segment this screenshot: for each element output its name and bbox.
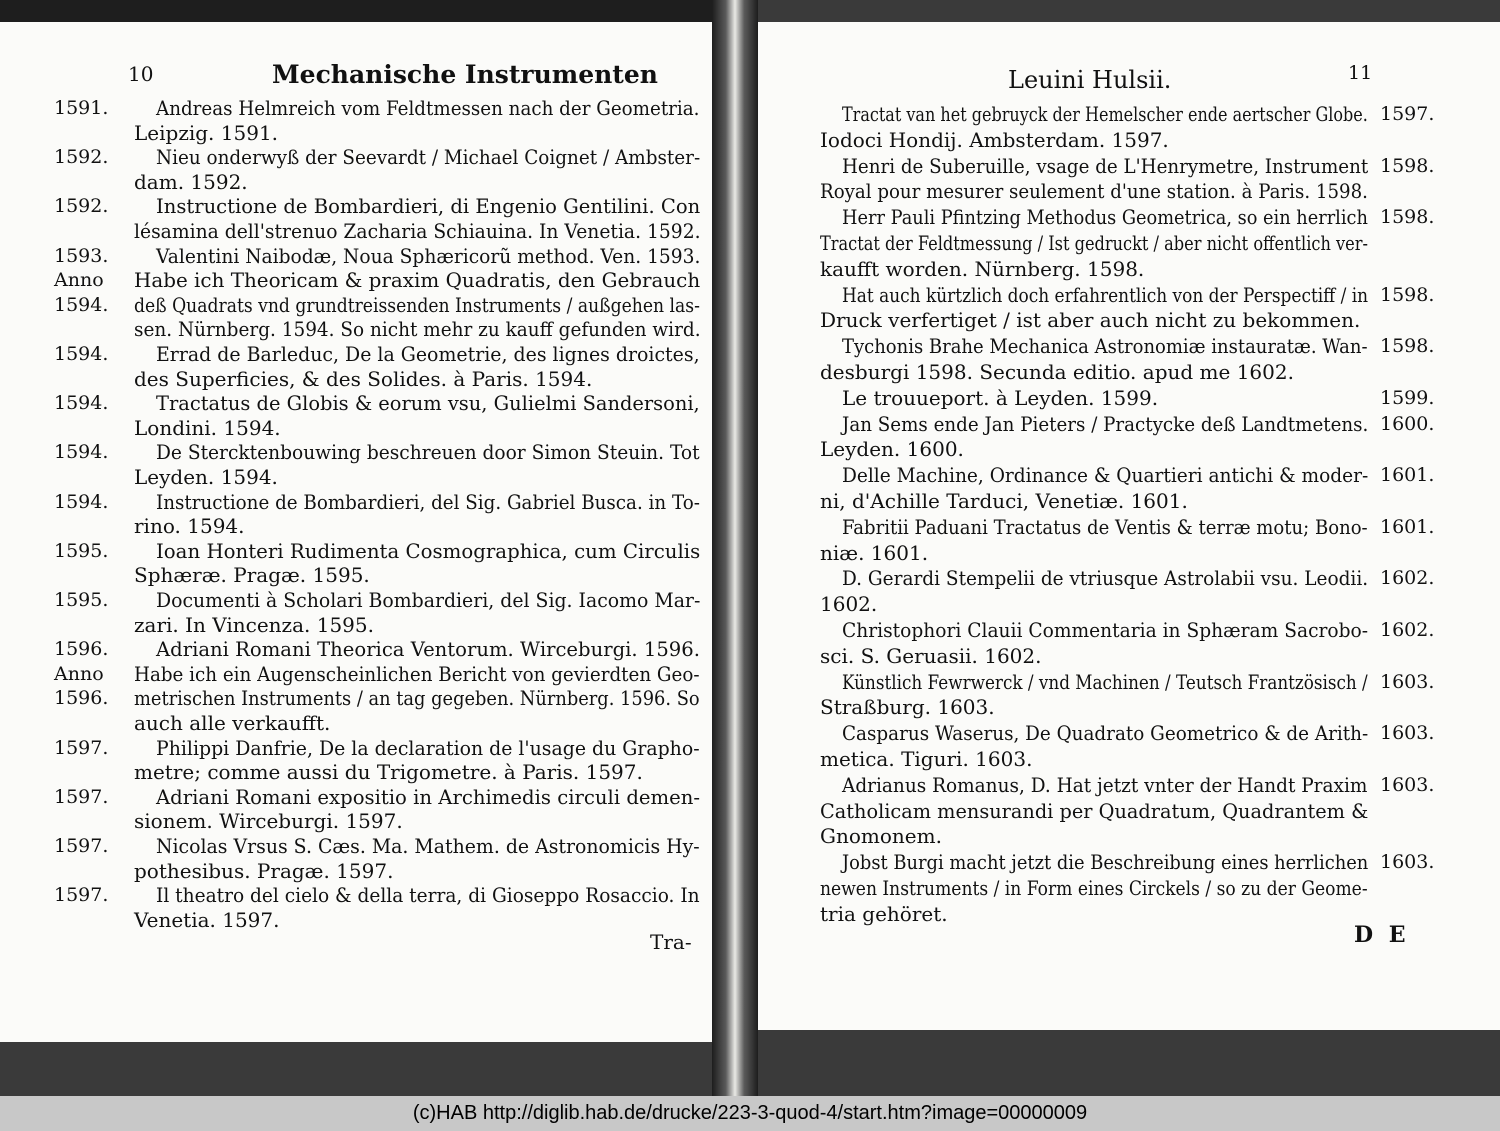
right-text-line: Druck verfertiget / ist aber auch nicht zu bekommen. [820, 308, 1361, 333]
right-text-line: newen Instruments / in Form eines Circkels / so zu der Geome- [820, 876, 1368, 900]
right-text-line: ni, d'Achille Tarduci, Venetiæ. 1601. [820, 489, 1188, 513]
right-text-line: Iodoci Hondij. Ambsterdam. 1597. [820, 127, 1169, 152]
right-text-line: niæ. 1601. [820, 540, 929, 565]
left-entry-line: Leipzig. 1591. [134, 120, 279, 145]
right-running-head: Leuini Hulsii. [1008, 66, 1172, 94]
left-page-number: 10 [128, 62, 154, 86]
top-shadow [0, 0, 712, 22]
right-page-number: 11 [1348, 62, 1373, 84]
right-text-line: kaufft worden. Nürnberg. 1598. [820, 256, 1145, 281]
left-entry-line: Andreas Helmreich vom Feldtmessen nach der Geometria. [156, 96, 700, 120]
right-entry-year: 1601. [1380, 464, 1435, 487]
left-entry-year: 1592. [54, 195, 109, 218]
right-text-line: Gnomonem. [820, 824, 942, 849]
left-entry-line: Nicolas Vrsus S. Cæs. Ma. Mathem. de Astronomicis Hy- [156, 834, 700, 858]
left-entry-line: Ioan Honteri Rudimenta Cosmographica, cum Circulis [156, 538, 701, 563]
left-entry-line: zari. In Vincenza. 1595. [134, 612, 374, 637]
signature-mark: D E [1354, 922, 1410, 948]
right-entry-year: 1601. [1380, 515, 1435, 538]
left-entry-year: 1597. [54, 835, 109, 857]
right-text-line: desburgi 1598. Secunda editio. apud me 1602. [820, 360, 1294, 384]
left-entry-line: sen. Nürnberg. 1594. So nicht mehr zu kauff gefunden wird. [134, 317, 701, 342]
right-entry-year: 1603. [1380, 851, 1435, 874]
left-entry-year: 1594. [54, 293, 109, 316]
right-entry-year: 1603. [1380, 722, 1435, 745]
right-entry-year: 1598. [1380, 154, 1435, 177]
left-entry-line: Habe ich ein Augenscheinlichen Bericht von gevierdten Geo- [134, 661, 700, 686]
left-entry-line: Il theatro del cielo & della terra, di Gioseppo Rosaccio. In [156, 883, 700, 908]
left-entry-year: 1597. [54, 884, 109, 907]
left-entry-line: pothesibus. Pragæ. 1597. [134, 858, 394, 883]
right-text-line: D. Gerardi Stempelii de vtriusque Astrolabii vsu. Leodii. [842, 566, 1369, 591]
left-entry-year: 1592. [54, 146, 109, 169]
left-running-head: Mechanische Instrumenten [272, 60, 658, 89]
right-text-line: Delle Machine, Ordinance & Quartieri antichi & moder- [842, 463, 1369, 488]
right-entry-year: 1602. [1380, 567, 1435, 590]
left-entry-year: 1595. [54, 589, 109, 611]
left-entry-year: 1596. [54, 687, 109, 710]
right-entry-year: 1602. [1380, 619, 1435, 641]
left-entry-line: Londini. 1594. [134, 415, 281, 440]
left-entry-line: Venetia. 1597. [134, 907, 280, 932]
left-entry-year: 1593. [54, 244, 109, 267]
left-entry-year: 1595. [54, 539, 109, 562]
left-entry-year: 1597. [54, 736, 109, 759]
left-entry-line: De Stercktenbouwing beschreuen door Simon Steuin. Tot [156, 440, 700, 465]
right-text-line: Casparus Waserus, De Quadrato Geometrico & de Arith- [842, 721, 1369, 746]
left-entry-line: Valentini Naibodæ, Noua Sphæricorũ method. Ven. 1593. [156, 243, 701, 268]
left-entry-year: 1591. [54, 97, 109, 119]
right-text-line: Henri de Suberuille, vsage de L'Henrymetre, Instrument [842, 153, 1369, 178]
right-text-line: Leyden. 1600. [820, 437, 964, 462]
left-entry-line: Leyden. 1594. [134, 465, 278, 489]
right-text-line: 1602. [820, 592, 878, 617]
left-page [0, 22, 712, 1042]
left-entry-line: deß Quadrats vnd grundtreissenden Instruments / außgehen las- [134, 292, 700, 317]
right-entry-year: 1598. [1380, 206, 1435, 229]
book-gutter [712, 0, 758, 1096]
left-entry-line: Instructione de Bombardieri, del Sig. Gabriel Busca. in To- [156, 489, 700, 514]
footer-credit: (c)HAB http://diglib.hab.de/drucke/223-3-quod-4/start.htm?image=00000009 [0, 1096, 1500, 1131]
right-text-line: Straßburg. 1603. [820, 695, 995, 720]
right-entry-year: 1597. [1380, 103, 1435, 125]
right-entry-year: 1600. [1380, 412, 1435, 435]
right-entry-year: 1598. [1380, 335, 1435, 358]
left-entry-line: metre; comme aussi du Trigometre. à Paris. 1597. [134, 760, 643, 785]
left-entry-line: des Superficies, & des Solides. à Paris. 1594. [134, 366, 593, 391]
left-entry-line: Nieu onderwyß der Seevardt / Michael Coignet / Ambster- [156, 145, 701, 170]
left-entry-line: auch alle verkaufft. [134, 711, 331, 735]
left-entry-line: Adriani Romani Theorica Ventorum. Wirceburgi. 1596. [156, 637, 700, 662]
right-text-line: Tychonis Brahe Mechanica Astronomiæ instauratæ. Wan- [842, 334, 1368, 359]
left-entry-line: Documenti à Scholari Bombardieri, del Sig. Iacomo Mar- [156, 588, 701, 612]
left-entry-line: lésamina dell'strenuo Zacharia Schiauina. In Venetia. 1592. [134, 219, 701, 243]
left-entry-year: 1594. [54, 441, 109, 464]
left-entry-year: 1594. [54, 490, 109, 513]
left-entry-line: Philippi Danfrie, De la declaration de l'usage du Grapho- [156, 735, 700, 760]
right-entry-year: 1599. [1380, 386, 1435, 409]
left-entry-year: 1594. [54, 392, 109, 415]
right-text-line: Herr Pauli Pfintzing Methodus Geometrica, so ein herrlich [842, 205, 1368, 230]
right-page [758, 22, 1500, 1030]
right-text-line: Jobst Burgi macht jetzt die Beschreibung eines herrlichen [842, 850, 1369, 875]
right-text-line: Christophori Clauii Commentaria in Sphæram Sacrobo- [842, 618, 1369, 642]
right-text-line: Hat auch kürtzlich doch erfahrentlich von der Perspectiff / in [842, 282, 1369, 307]
right-text-line: Jan Sems ende Jan Pieters / Practycke deß Landtmetens. [842, 411, 1369, 436]
left-entry-line: sionem. Wirceburgi. 1597. [134, 809, 403, 834]
left-entry-line: Instructione de Bombardieri, di Engenio Gentilini. Con [156, 194, 701, 219]
right-text-line: Catholicam mensurandi per Quadratum, Quadrantem & [820, 798, 1369, 823]
left-entry-line: Tractatus de Globis & eorum vsu, Gulielmi Sandersoni, [156, 391, 700, 416]
right-text-line: Royal pour mesurer seulement d'une station. à Paris. 1598. [820, 179, 1368, 204]
left-entry-line: Errad de Barleduc, De la Geometrie, des lignes droictes, [156, 342, 700, 366]
right-entry-year: 1603. [1380, 670, 1435, 693]
right-text-line: sci. S. Geruasii. 1602. [820, 643, 1042, 668]
left-entry-line: dam. 1592. [134, 169, 248, 194]
left-entry-year: 1596. [54, 638, 109, 661]
left-entry-line: rino. 1594. [134, 514, 245, 539]
left-entry-year: 1594. [54, 343, 109, 365]
left-catchword: Tra- [650, 930, 692, 954]
left-entry-line: metrischen Instruments / an tag gegeben. Nürnberg. 1596. So [134, 686, 700, 711]
left-entry-line: Adriani Romani expositio in Archimedis circuli demen- [156, 784, 701, 809]
right-text-line: Künstlich Fewrwerck / vnd Machinen / Teutsch Frantzösisch / [842, 669, 1368, 694]
left-entry-year: Anno [54, 662, 104, 685]
left-entry-line: Habe ich Theoricam & praxim Quadratis, den Gebrauch [134, 268, 701, 293]
right-text-line: tria gehöret. [820, 901, 948, 926]
left-entry-year: Anno [54, 269, 104, 292]
right-text-line: Adrianus Romanus, D. Hat jetzt vnter der Handt Praxim [842, 772, 1368, 797]
right-text-line: Le trouueport. à Leyden. 1599. [842, 385, 1159, 410]
right-text-line: Tractat van het gebruyck der Hemelscher ende aertscher Globe. [842, 102, 1368, 126]
right-entry-year: 1603. [1380, 773, 1435, 796]
left-entry-line: Sphæræ. Pragæ. 1595. [134, 563, 370, 588]
right-text-line: metica. Tiguri. 1603. [820, 747, 1033, 771]
right-entry-year: 1598. [1380, 283, 1435, 306]
right-text-line: Fabritii Paduani Tractatus de Ventis & terræ motu; Bono- [842, 514, 1368, 539]
right-text-line: Tractat der Feldtmessung / Ist gedruckt / aber nicht offentlich ver- [820, 231, 1368, 255]
left-entry-year: 1597. [54, 785, 109, 808]
